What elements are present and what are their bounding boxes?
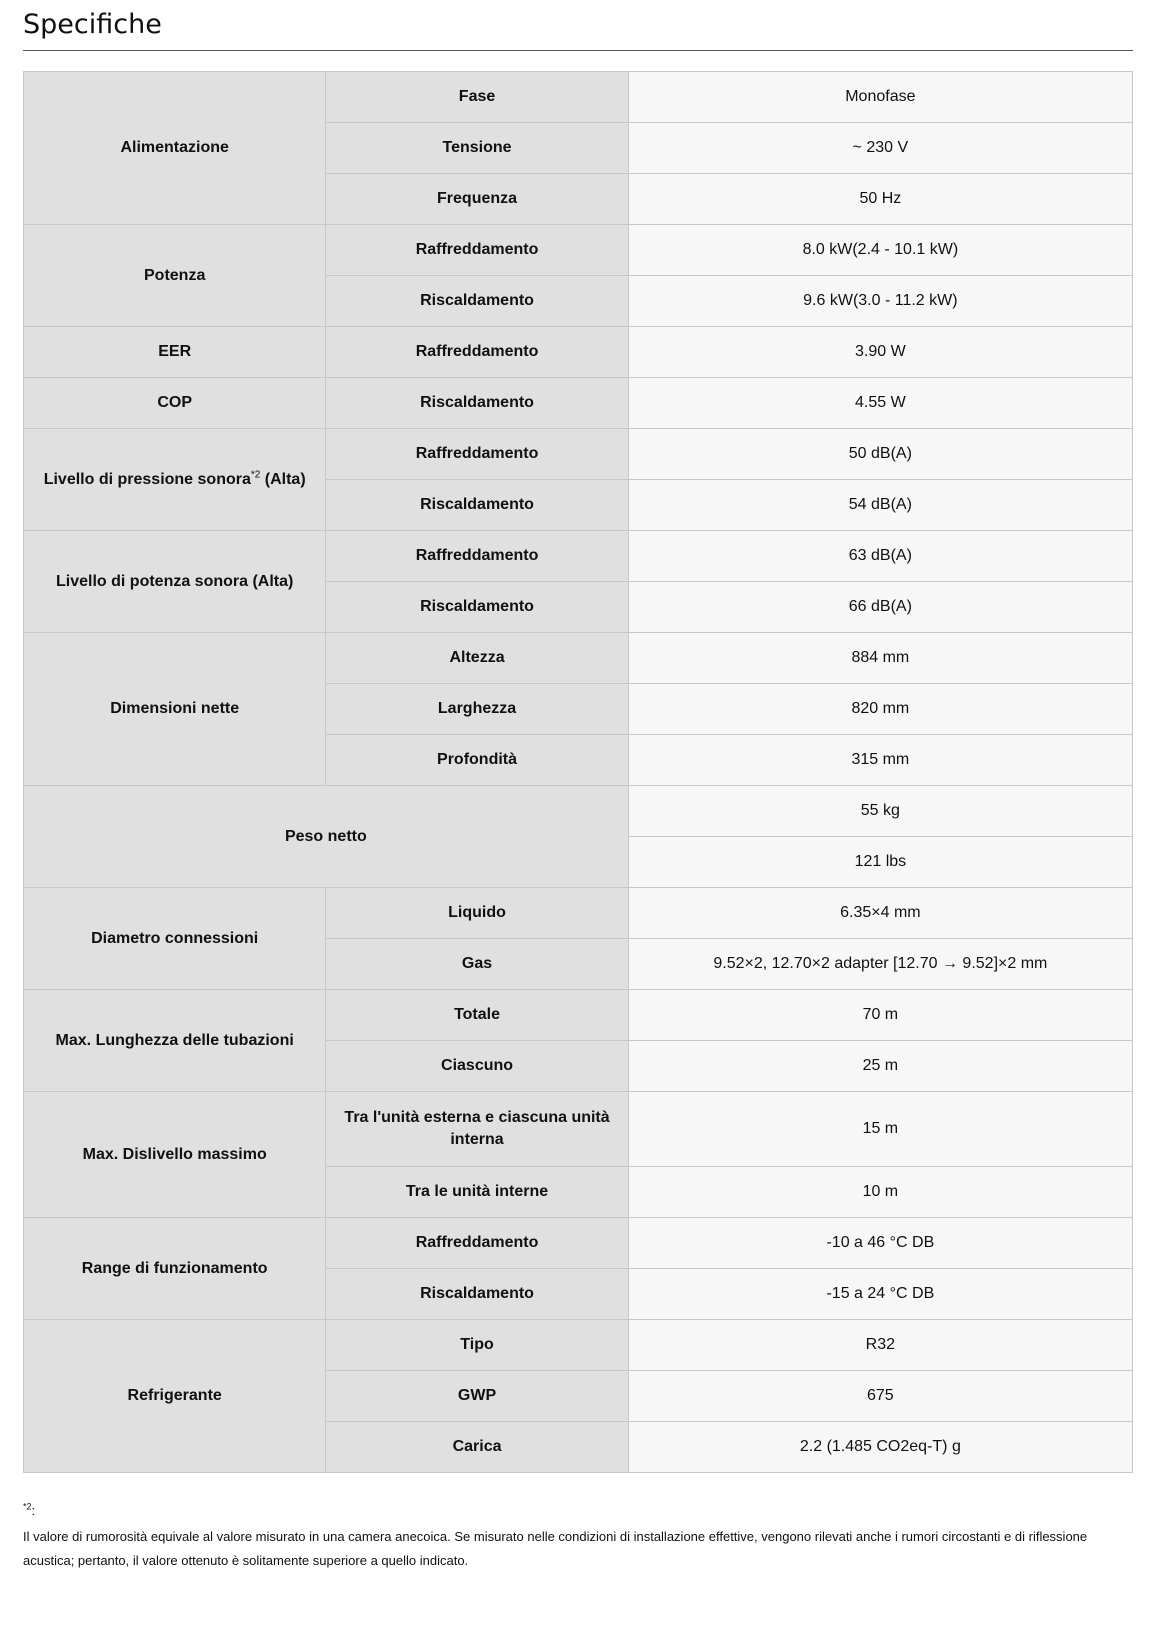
table-row	[24, 1092, 1133, 1167]
row-value: 820 mm	[628, 684, 1132, 735]
table-row	[24, 633, 1133, 684]
category-cop: COP	[24, 378, 326, 429]
row-label: Tra l'unità esterna e ciascuna unità interna	[326, 1092, 628, 1167]
row-value: 675	[628, 1371, 1132, 1422]
row-value: Monofase	[628, 72, 1132, 123]
row-label: Tipo	[326, 1320, 628, 1371]
category-tubazioni: Max. Lunghezza delle tubazioni	[24, 990, 326, 1092]
row-value: 884 mm	[628, 633, 1132, 684]
row-label: Frequenza	[326, 174, 628, 225]
category-potenza: Potenza	[24, 225, 326, 327]
specifications-table	[23, 71, 1133, 1473]
row-value: ~ 230 V	[628, 123, 1132, 174]
row-label: Raffreddamento	[326, 531, 628, 582]
table-row	[24, 1218, 1133, 1269]
category-refrigerante: Refrigerante	[24, 1320, 326, 1473]
row-value: 70 m	[628, 990, 1132, 1041]
row-label: Profondità	[326, 735, 628, 786]
category-alimentazione: Alimentazione	[24, 72, 326, 225]
category-dislivello: Max. Dislivello massimo	[24, 1092, 326, 1218]
row-label: Riscaldamento	[326, 582, 628, 633]
category-pressione-sonora	[24, 429, 326, 531]
footnote-text: Il valore di rumorosità equivale al valore misurato in una camera anecoica. Se misurato nelle condizioni di installazione effettive, vengono rilevati anche i rumori circostanti e di riflessione acustica; pertanto, il valore ottenuto è solitamente superiore a quello indicato.	[23, 1529, 1088, 1568]
row-label: Raffreddamento	[326, 327, 628, 378]
row-label: Liquido	[326, 888, 628, 939]
row-value: 50 Hz	[628, 174, 1132, 225]
row-value: 2.2 (1.485 CO2eq-T) g	[628, 1422, 1132, 1473]
footnote-reference: *2	[250, 469, 261, 481]
row-value: 25 m	[628, 1041, 1132, 1092]
row-value: 8.0 kW(2.4 - 10.1 kW)	[628, 225, 1132, 276]
row-label: Tensione	[326, 123, 628, 174]
table-row	[24, 378, 1133, 429]
row-value: R32	[628, 1320, 1132, 1371]
row-value: 66 dB(A)	[628, 582, 1132, 633]
row-label: Fase	[326, 72, 628, 123]
row-value: 121 lbs	[628, 837, 1132, 888]
row-label: Altezza	[326, 633, 628, 684]
row-label: Totale	[326, 990, 628, 1041]
row-label: Carica	[326, 1422, 628, 1473]
table-row	[24, 990, 1133, 1041]
row-value: 63 dB(A)	[628, 531, 1132, 582]
table-row	[24, 531, 1133, 582]
category-potenza-sonora: Livello di potenza sonora (Alta)	[24, 531, 326, 633]
row-label: Riscaldamento	[326, 378, 628, 429]
row-label: Riscaldamento	[326, 1269, 628, 1320]
row-value: 9.6 kW(3.0 - 11.2 kW)	[628, 276, 1132, 327]
category-range: Range di funzionamento	[24, 1218, 326, 1320]
row-label: Raffreddamento	[326, 429, 628, 480]
row-value: -15 a 24 °C DB	[628, 1269, 1132, 1320]
row-label: Riscaldamento	[326, 480, 628, 531]
table-row	[24, 327, 1133, 378]
row-value: 10 m	[628, 1167, 1132, 1218]
row-value: 6.35×4 mm	[628, 888, 1132, 939]
table-row	[24, 225, 1133, 276]
footnote-marker-sup: *2	[23, 1501, 32, 1512]
row-value: 3.90 W	[628, 327, 1132, 378]
row-label: Raffreddamento	[326, 1218, 628, 1269]
row-value: 9.52×2, 12.70×2 adapter [12.70 → 9.52]×2 mm	[628, 939, 1132, 990]
row-label: GWP	[326, 1371, 628, 1422]
footnote-marker-suffix: :	[31, 1503, 36, 1518]
category-eer: EER	[24, 327, 326, 378]
row-label: Raffreddamento	[326, 225, 628, 276]
table-row	[24, 786, 1133, 837]
row-value: 55 kg	[628, 786, 1132, 837]
row-label: Tra le unità interne	[326, 1167, 628, 1218]
row-label: Ciascuno	[326, 1041, 628, 1092]
row-value: 4.55 W	[628, 378, 1132, 429]
row-value: 50 dB(A)	[628, 429, 1132, 480]
table-row	[24, 1320, 1133, 1371]
page-title: Specifiche	[23, 0, 1133, 51]
category-peso: Peso netto	[24, 786, 629, 888]
row-value: 54 dB(A)	[628, 480, 1132, 531]
table-row	[24, 72, 1133, 123]
footnote	[23, 1499, 1133, 1573]
row-value: -10 a 46 °C DB	[628, 1218, 1132, 1269]
row-value: 315 mm	[628, 735, 1132, 786]
category-dimensioni: Dimensioni nette	[24, 633, 326, 786]
row-value: 15 m	[628, 1092, 1132, 1167]
category-connessioni: Diametro connessioni	[24, 888, 326, 990]
category-label: Livello di pressione sonora	[43, 470, 251, 488]
table-row	[24, 429, 1133, 480]
category-label-suffix: (Alta)	[260, 470, 306, 488]
row-label: Riscaldamento	[326, 276, 628, 327]
footnote-marker	[23, 1499, 1133, 1525]
row-label: Larghezza	[326, 684, 628, 735]
table-row	[24, 888, 1133, 939]
row-label: Gas	[326, 939, 628, 990]
